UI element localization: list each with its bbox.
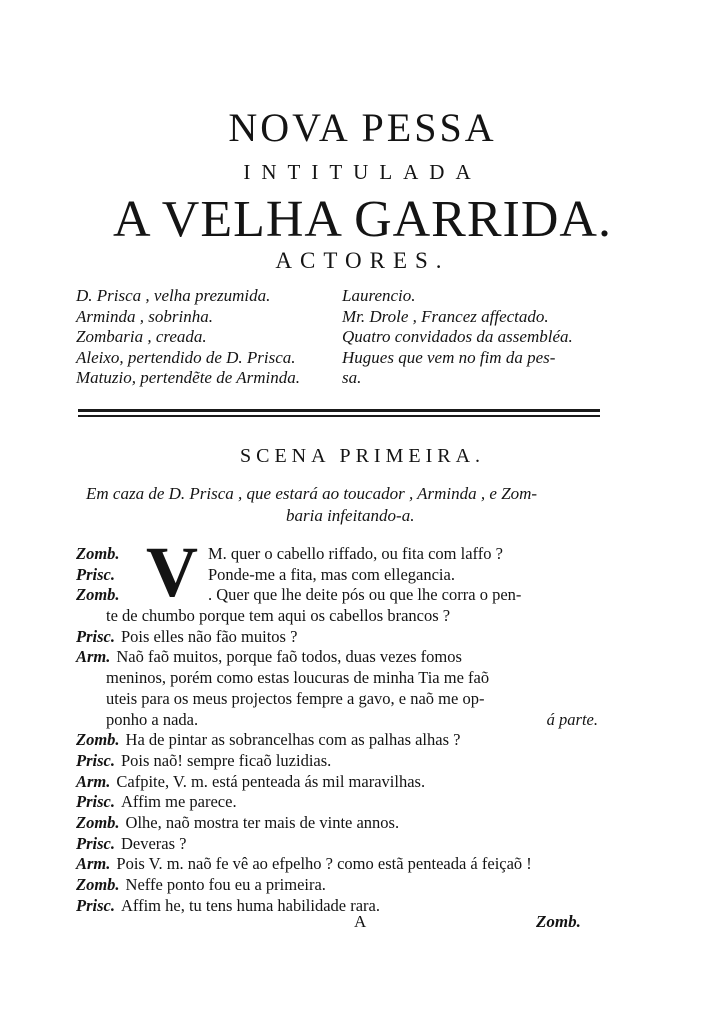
dialogue-line bbox=[76, 792, 616, 813]
dialogue-line bbox=[76, 772, 616, 793]
speaker-name bbox=[76, 565, 150, 586]
dialogue-line bbox=[76, 896, 616, 917]
dialogue-text: Pois naõ! sempre ficaõ luzidias. bbox=[120, 750, 332, 770]
dialogue-text: ponho a nada. bbox=[106, 709, 199, 729]
speaker-name bbox=[76, 585, 150, 606]
stage-direction-line: Em caza de D. Prisca , que estará ao toucador , Arminda , e Zom- bbox=[86, 484, 538, 503]
dialogue-text: Neffe ponto fou eu a primeira. bbox=[125, 875, 326, 894]
dialogue-line bbox=[76, 875, 616, 896]
dialogue-text: M. quer o cabello riffado, ou fita com laffo ? bbox=[208, 544, 503, 563]
cast-entry: Hugues que vem no fim da pes- bbox=[342, 347, 556, 367]
cast-entry: D. Prisca , velha prezumida. bbox=[76, 286, 271, 305]
dialogue-line bbox=[76, 813, 616, 834]
dialogue-text: Pois V. m. naõ fe vê ao efpelho ? como estã penteada á feiçaõ ! bbox=[116, 854, 532, 874]
dialogue-line bbox=[76, 689, 616, 710]
catchword: Zomb. bbox=[536, 912, 581, 931]
title-a-velha-garrida: A VELHA GARRIDA. bbox=[113, 191, 612, 248]
speaker-label: Arm. bbox=[76, 647, 111, 667]
speaker-label: Zomb. bbox=[76, 730, 120, 750]
dialogue-line bbox=[76, 668, 616, 689]
scene-title: SCENA PRIMEIRA. bbox=[239, 445, 486, 467]
cast-entry: sa. bbox=[342, 368, 362, 387]
title-nova-pessa: NOVA PESSA bbox=[228, 105, 497, 150]
speaker-label: Prisc. bbox=[76, 833, 115, 853]
cast-entry: Matuzio, pertendẽte de Arminda. bbox=[76, 368, 300, 387]
speaker-name bbox=[76, 544, 150, 565]
cast-list-right bbox=[342, 286, 573, 389]
dialogue-line bbox=[76, 606, 616, 627]
stage-direction-line: baria infeitando-a. bbox=[286, 506, 415, 525]
speaker-label: Prisc. bbox=[76, 750, 115, 770]
dialogue-text: te de chumbo porque tem aqui os cabellos brancos ? bbox=[106, 606, 451, 626]
dialogue-line bbox=[76, 647, 616, 668]
speaker-label: Prisc. bbox=[76, 895, 115, 915]
speaker-label: Zomb. bbox=[76, 812, 120, 832]
cast-entry: Quatro convidados da assembléa. bbox=[342, 327, 573, 346]
dialogue-text: Ponde-me a fita, mas com ellegancia. bbox=[208, 564, 455, 584]
dialogue-block bbox=[76, 544, 616, 916]
speaker-label: Arm. bbox=[76, 771, 111, 791]
dialogue-text: meninos, porém como estas loucuras de minha Tia me faõ bbox=[106, 668, 490, 688]
dialogue-text: Pois elles não fão muitos ? bbox=[120, 626, 298, 646]
dialogue-line bbox=[76, 854, 616, 875]
divider-rule bbox=[78, 409, 600, 412]
cast-entry: Laurencio. bbox=[342, 286, 416, 305]
cast-list-left bbox=[76, 286, 300, 389]
title-actores: ACTORES. bbox=[275, 248, 450, 273]
dialogue-text: Affim me parece. bbox=[120, 792, 237, 812]
stage-aside: á parte. bbox=[546, 709, 598, 729]
dialogue-line bbox=[76, 544, 616, 565]
dialogue-line bbox=[76, 585, 616, 606]
dialogue-text: Affim he, tu tens huma habilidade rara. bbox=[120, 895, 380, 915]
speaker-label: Prisc. bbox=[76, 564, 115, 584]
speaker-label: Arm. bbox=[76, 854, 111, 874]
speaker-label: Zomb. bbox=[76, 544, 120, 563]
speaker-label: Zomb. bbox=[76, 585, 120, 605]
speaker-label: Prisc. bbox=[76, 626, 115, 646]
divider-rule bbox=[78, 415, 600, 417]
cast-entry: Arminda , sobrinha. bbox=[76, 306, 213, 326]
dialogue-text: uteis para os meus projectos fempre a gavo, e naõ me op- bbox=[106, 688, 485, 708]
dialogue-text: . Quer que lhe deite pós ou que lhe corra o pen- bbox=[208, 585, 522, 605]
dialogue-line bbox=[76, 565, 616, 586]
cast-entry: Aleixo, pertendido de D. Prisca. bbox=[76, 347, 296, 367]
cast-entry: Zombaria , creada. bbox=[76, 327, 207, 346]
dialogue-text: Deveras ? bbox=[120, 833, 187, 853]
dialogue-text: Naõ faõ muitos, porque faõ todos, duas vezes fomos bbox=[116, 647, 462, 667]
drop-cap-letter: V bbox=[146, 532, 198, 612]
title-intitulada: INTITULADA bbox=[243, 160, 482, 184]
cast-entry: Mr. Drole , Francez affectado. bbox=[342, 306, 549, 326]
dialogue-line bbox=[76, 730, 616, 751]
dialogue-line bbox=[76, 834, 616, 855]
speaker-label: Zomb. bbox=[76, 875, 120, 894]
dialogue-text: Olhe, naõ mostra ter mais de vinte annos. bbox=[125, 812, 400, 832]
speaker-label: Prisc. bbox=[76, 792, 115, 812]
dialogue-line bbox=[76, 751, 616, 772]
dialogue-text: Ha de pintar as sobrancelhas com as palhas alhas ? bbox=[125, 730, 461, 750]
dialogue-line bbox=[76, 627, 616, 648]
dialogue-text: Cafpite, V. m. está penteada ás mil maravilhas. bbox=[116, 771, 426, 791]
dialogue-line bbox=[76, 710, 616, 731]
signature-mark: A bbox=[354, 912, 367, 931]
